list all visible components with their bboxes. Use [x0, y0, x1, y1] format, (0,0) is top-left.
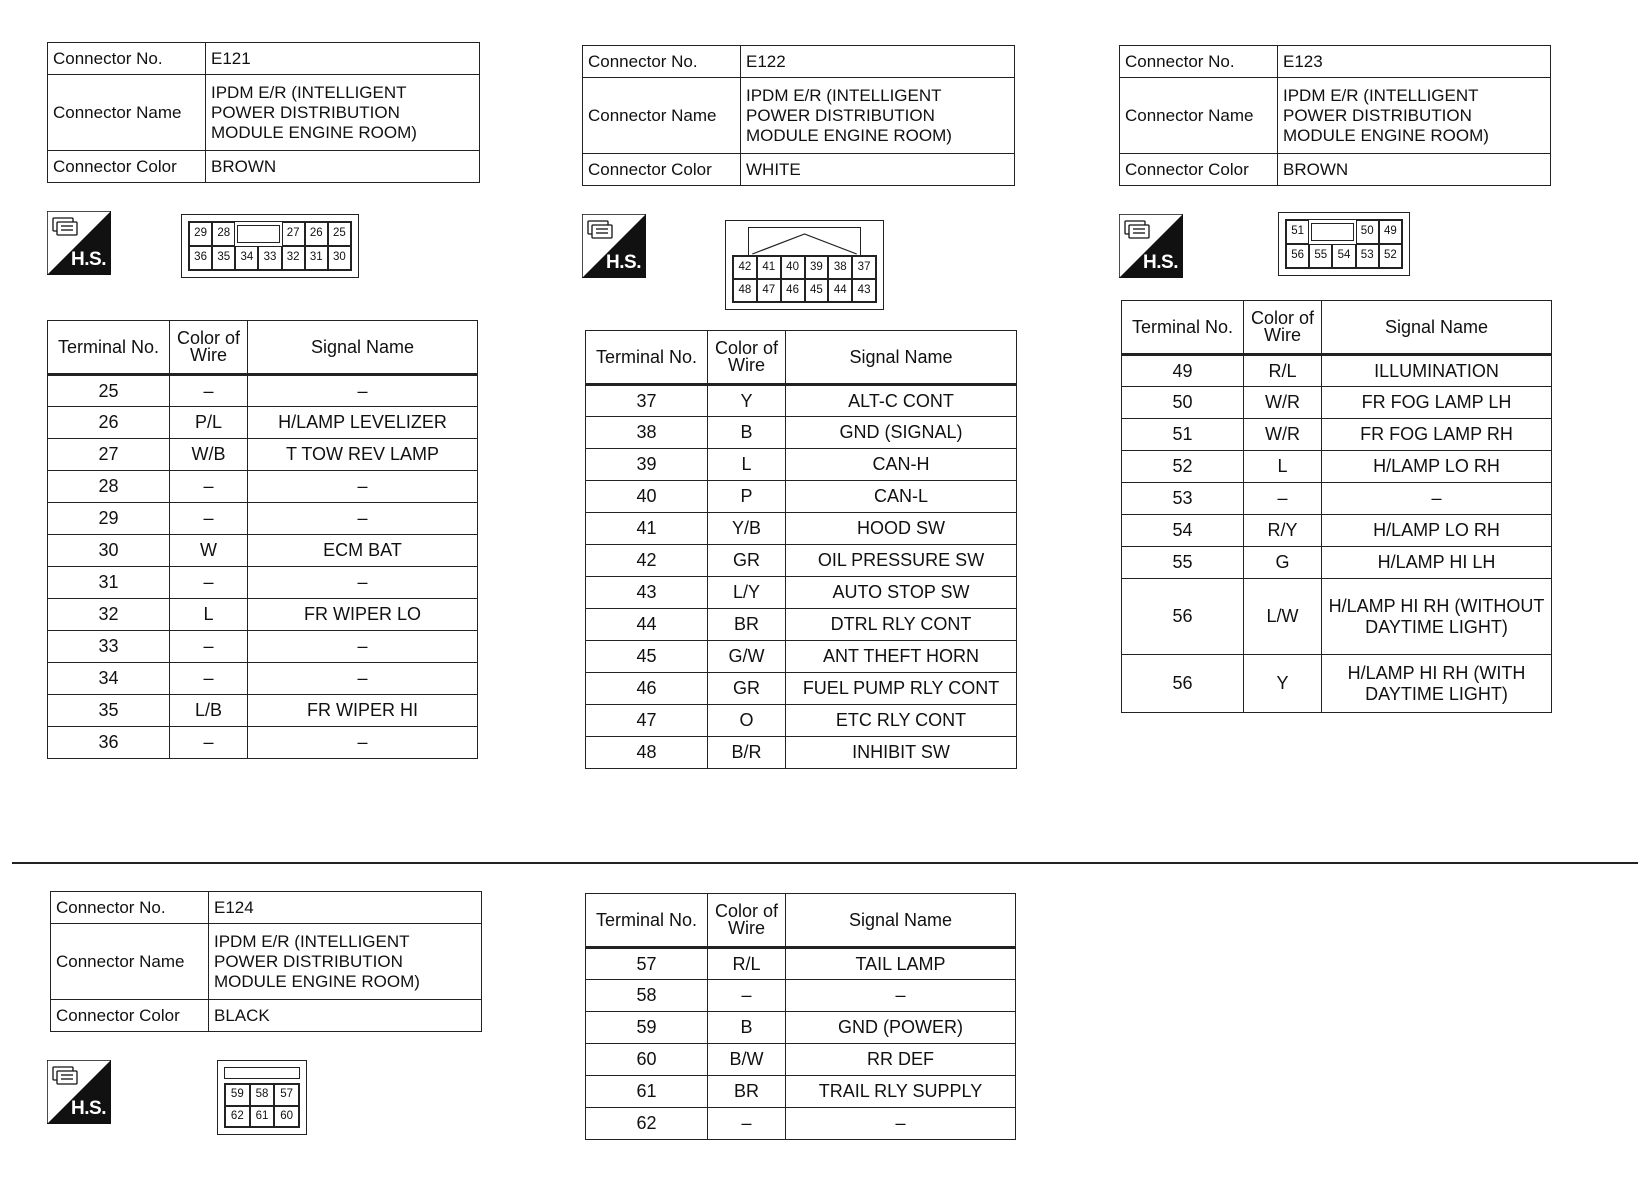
e123-col-signal-name-header: Signal Name [1322, 301, 1552, 355]
signal-name-cell: ECM BAT [248, 535, 478, 567]
wire-color-cell: B [708, 417, 786, 449]
wire-color-cell: BR [708, 1076, 786, 1108]
table-row [586, 1044, 1016, 1076]
e124-table-header [586, 894, 1016, 948]
terminal-no-cell: 27 [48, 439, 170, 471]
terminal-pin: 48 [733, 279, 757, 302]
e121-harness-side-icon [47, 211, 111, 275]
table-row [586, 1076, 1016, 1108]
e123-col-terminal-no-header: Terminal No. [1122, 301, 1244, 355]
terminal-pin: 57 [274, 1084, 299, 1106]
signal-name-cell: H/LAMP LO RH [1322, 515, 1552, 547]
wire-color-cell: – [170, 375, 248, 407]
terminal-pin: 31 [305, 246, 328, 270]
wire-color-cell: P [708, 481, 786, 513]
terminal-pin: 27 [282, 222, 305, 246]
table-row [48, 439, 478, 471]
wire-color-cell: – [170, 727, 248, 759]
e122-connector-color-value: WHITE [741, 154, 1015, 186]
table-row [586, 385, 1017, 417]
signal-name-cell: TAIL LAMP [786, 948, 1016, 980]
wire-color-cell: B [708, 1012, 786, 1044]
e122-connector-name-value: IPDM E/R (INTELLIGENT POWER DISTRIBUTION MODULE ENGINE ROOM) [741, 78, 1015, 154]
signal-name-cell: – [786, 980, 1016, 1012]
table-row [586, 449, 1017, 481]
wire-color-cell: – [170, 663, 248, 695]
e124-col-signal-name-header: Signal Name [786, 894, 1016, 948]
signal-name-cell: – [248, 727, 478, 759]
e121-connector-name-row [48, 75, 480, 151]
terminal-no-cell: 49 [1122, 355, 1244, 387]
e123-connector-name-label: Connector Name [1120, 78, 1278, 154]
wire-color-cell: R/L [1244, 355, 1322, 387]
e124-terminal-table [585, 893, 1016, 1140]
terminal-pin: 29 [189, 222, 212, 246]
wire-color-cell: GR [708, 545, 786, 577]
table-row [586, 513, 1017, 545]
terminal-no-cell: 59 [586, 1012, 708, 1044]
wire-color-cell: L [708, 449, 786, 481]
signal-name-cell: H/LAMP HI LH [1322, 547, 1552, 579]
table-row [1122, 579, 1552, 655]
terminal-pin: 50 [1356, 220, 1379, 244]
e123-connector-color-value: BROWN [1278, 154, 1551, 186]
wire-color-cell: P/L [170, 407, 248, 439]
e121-connector-no-label: Connector No. [48, 43, 206, 75]
terminal-no-cell: 55 [1122, 547, 1244, 579]
e124-connector-face-diagram [217, 1060, 307, 1135]
table-row [586, 948, 1016, 980]
signal-name-cell: TRAIL RLY SUPPLY [786, 1076, 1016, 1108]
signal-name-cell: GND (POWER) [786, 1012, 1016, 1044]
table-row [586, 545, 1017, 577]
terminal-no-cell: 32 [48, 599, 170, 631]
wire-color-cell: L/W [1244, 579, 1322, 655]
signal-name-cell: – [248, 631, 478, 663]
terminal-no-cell: 44 [586, 609, 708, 641]
e123-col-wire-color-header: Color of Wire [1244, 301, 1322, 355]
e121-terminal-grid [188, 221, 352, 271]
table-row [1122, 515, 1552, 547]
table-row [586, 673, 1017, 705]
e122-hs-label: H.S. [606, 252, 641, 273]
terminal-pin: 32 [282, 246, 305, 270]
wire-color-cell: Y [1244, 655, 1322, 713]
e123-terminal-grid [1285, 219, 1403, 269]
signal-name-cell: H/LAMP HI RH (WITHOUT DAYTIME LIGHT) [1322, 579, 1552, 655]
e122-col-terminal-no-header: Terminal No. [586, 331, 708, 385]
table-row [586, 737, 1017, 769]
e124-connector-no-row [51, 892, 482, 924]
signal-name-cell: FUEL PUMP RLY CONT [786, 673, 1017, 705]
signal-name-cell: ALT-C CONT [786, 385, 1017, 417]
e124-hs-label: H.S. [71, 1098, 106, 1119]
terminal-pin: 53 [1356, 244, 1379, 268]
wire-color-cell: Y [708, 385, 786, 417]
e121-connector-color-value: BROWN [206, 151, 480, 183]
e123-table-header [1122, 301, 1552, 355]
table-row [1122, 451, 1552, 483]
wire-color-cell: BR [708, 609, 786, 641]
terminal-pin: 42 [733, 256, 757, 279]
terminal-no-cell: 31 [48, 567, 170, 599]
e123-info-table [1119, 45, 1551, 186]
terminal-no-cell: 37 [586, 385, 708, 417]
terminal-no-cell: 36 [48, 727, 170, 759]
wire-color-cell: – [708, 1108, 786, 1140]
e123-harness-side-icon [1119, 214, 1183, 278]
e123-connector-face-diagram [1278, 212, 1410, 276]
wire-color-cell: – [708, 980, 786, 1012]
table-row [586, 980, 1016, 1012]
e122-connector-no-value: E122 [741, 46, 1015, 78]
terminal-pin: 26 [305, 222, 328, 246]
wire-color-cell: B/R [708, 737, 786, 769]
e124-connector-no-value: E124 [209, 892, 482, 924]
terminal-pin: 46 [781, 279, 805, 302]
terminal-pin: 55 [1309, 244, 1332, 268]
wire-color-cell: Y/B [708, 513, 786, 545]
terminal-pin: 43 [852, 279, 876, 302]
table-row [48, 663, 478, 695]
table-row [48, 471, 478, 503]
e121-connector-no-row [48, 43, 480, 75]
terminal-no-cell: 34 [48, 663, 170, 695]
terminal-pin: 54 [1332, 244, 1355, 268]
signal-name-cell: OIL PRESSURE SW [786, 545, 1017, 577]
table-row [48, 535, 478, 567]
table-row [1122, 483, 1552, 515]
terminal-no-cell: 28 [48, 471, 170, 503]
e121-hs-label: H.S. [71, 249, 106, 270]
table-row [48, 631, 478, 663]
terminal-pin: 61 [250, 1106, 275, 1128]
signal-name-cell: HOOD SW [786, 513, 1017, 545]
signal-name-cell: T TOW REV LAMP [248, 439, 478, 471]
terminal-pin: 59 [225, 1084, 250, 1106]
terminal-pin: 47 [757, 279, 781, 302]
e124-col-terminal-no-header: Terminal No. [586, 894, 708, 948]
terminal-no-cell: 47 [586, 705, 708, 737]
terminal-no-cell: 52 [1122, 451, 1244, 483]
table-row [1122, 655, 1552, 713]
terminal-no-cell: 46 [586, 673, 708, 705]
terminal-no-cell: 40 [586, 481, 708, 513]
e123-connector-no-value: E123 [1278, 46, 1551, 78]
e122-terminal-table [585, 330, 1017, 769]
signal-name-cell: – [248, 663, 478, 695]
wire-color-cell: O [708, 705, 786, 737]
e122-connector-name-row [583, 78, 1015, 154]
e124-connector-lip [224, 1067, 300, 1079]
e124-connector-name-row [51, 924, 482, 1000]
e121-terminal-table [47, 320, 478, 759]
terminal-pin: 36 [189, 246, 212, 270]
e121-connector-latch [237, 225, 279, 243]
table-row [48, 599, 478, 631]
e124-terminal-grid [224, 1083, 300, 1128]
terminal-no-cell: 54 [1122, 515, 1244, 547]
e122-connector-name-label: Connector Name [583, 78, 741, 154]
e124-info-table [50, 891, 482, 1032]
signal-name-cell: GND (SIGNAL) [786, 417, 1017, 449]
signal-name-cell: CAN-H [786, 449, 1017, 481]
table-row [586, 641, 1017, 673]
section-divider [12, 862, 1638, 864]
e121-col-terminal-no-header: Terminal No. [48, 321, 170, 375]
e121-connector-name-label: Connector Name [48, 75, 206, 151]
e121-info-table [47, 42, 480, 183]
terminal-pin: 40 [781, 256, 805, 279]
terminal-no-cell: 50 [1122, 387, 1244, 419]
terminal-no-cell: 39 [586, 449, 708, 481]
terminal-no-cell: 35 [48, 695, 170, 727]
terminal-pin: 38 [828, 256, 852, 279]
wire-color-cell: R/Y [1244, 515, 1322, 547]
terminal-no-cell: 53 [1122, 483, 1244, 515]
e122-connector-no-row [583, 46, 1015, 78]
e122-info-table [582, 45, 1015, 186]
e122-col-signal-name-header: Signal Name [786, 331, 1017, 385]
e123-connector-latch [1311, 223, 1353, 241]
e123-connector-color-label: Connector Color [1120, 154, 1278, 186]
signal-name-cell: – [248, 471, 478, 503]
e124-connector-color-label: Connector Color [51, 1000, 209, 1032]
terminal-pin: 51 [1286, 220, 1309, 244]
terminal-no-cell: 43 [586, 577, 708, 609]
e123-connector-color-row [1120, 154, 1551, 186]
e122-connector-hood [748, 227, 861, 256]
signal-name-cell: H/LAMP LEVELIZER [248, 407, 478, 439]
terminal-pin: 34 [235, 246, 258, 270]
terminal-pin: 56 [1286, 244, 1309, 268]
terminal-no-cell: 58 [586, 980, 708, 1012]
signal-name-cell: H/LAMP HI RH (WITH DAYTIME LIGHT) [1322, 655, 1552, 713]
wire-color-cell: W/R [1244, 419, 1322, 451]
e122-connector-color-row [583, 154, 1015, 186]
terminal-no-cell: 29 [48, 503, 170, 535]
wire-color-cell: W/R [1244, 387, 1322, 419]
terminal-no-cell: 30 [48, 535, 170, 567]
signal-name-cell: – [248, 375, 478, 407]
terminal-pin: 30 [328, 246, 351, 270]
e124-connector-color-row [51, 1000, 482, 1032]
e122-table-header [586, 331, 1017, 385]
wire-color-cell: W/B [170, 439, 248, 471]
e121-connector-name-value: IPDM E/R (INTELLIGENT POWER DISTRIBUTION MODULE ENGINE ROOM) [206, 75, 480, 151]
e123-hs-label: H.S. [1143, 252, 1178, 273]
e122-col-wire-color-header: Color of Wire [708, 331, 786, 385]
e121-connector-color-label: Connector Color [48, 151, 206, 183]
signal-name-cell: FR FOG LAMP RH [1322, 419, 1552, 451]
terminal-no-cell: 57 [586, 948, 708, 980]
wire-color-cell: L/Y [708, 577, 786, 609]
table-row [1122, 355, 1552, 387]
terminal-no-cell: 45 [586, 641, 708, 673]
terminal-pin: 25 [328, 222, 351, 246]
wire-color-cell: L [1244, 451, 1322, 483]
terminal-pin: 39 [805, 256, 829, 279]
terminal-pin: 37 [852, 256, 876, 279]
terminal-pin: 52 [1379, 244, 1402, 268]
terminal-pin: 62 [225, 1106, 250, 1128]
wire-color-cell: – [170, 503, 248, 535]
e121-col-wire-color-header: Color of Wire [170, 321, 248, 375]
terminal-pin: 60 [274, 1106, 299, 1128]
terminal-pin: 49 [1379, 220, 1402, 244]
table-row [1122, 419, 1552, 451]
wire-color-cell: W [170, 535, 248, 567]
table-row [586, 1108, 1016, 1140]
terminal-no-cell: 38 [586, 417, 708, 449]
signal-name-cell: – [248, 503, 478, 535]
e123-terminal-table [1121, 300, 1552, 713]
terminal-no-cell: 33 [48, 631, 170, 663]
wire-color-cell: B/W [708, 1044, 786, 1076]
table-row [586, 481, 1017, 513]
e124-harness-side-icon [47, 1060, 111, 1124]
table-row [48, 695, 478, 727]
terminal-no-cell: 60 [586, 1044, 708, 1076]
table-row [586, 417, 1017, 449]
table-row [1122, 387, 1552, 419]
terminal-no-cell: 48 [586, 737, 708, 769]
terminal-no-cell: 26 [48, 407, 170, 439]
terminal-no-cell: 62 [586, 1108, 708, 1140]
e122-connector-no-label: Connector No. [583, 46, 741, 78]
table-row [48, 727, 478, 759]
signal-name-cell: INHIBIT SW [786, 737, 1017, 769]
signal-name-cell: AUTO STOP SW [786, 577, 1017, 609]
wire-color-cell: – [170, 631, 248, 663]
e121-connector-color-row [48, 151, 480, 183]
wire-color-cell: R/L [708, 948, 786, 980]
table-row [586, 705, 1017, 737]
wire-color-cell: – [1244, 483, 1322, 515]
table-row [586, 577, 1017, 609]
e122-connector-color-label: Connector Color [583, 154, 741, 186]
signal-name-cell: CAN-L [786, 481, 1017, 513]
terminal-no-cell: 56 [1122, 655, 1244, 713]
terminal-pin: 45 [805, 279, 829, 302]
signal-name-cell: ANT THEFT HORN [786, 641, 1017, 673]
e121-col-signal-name-header: Signal Name [248, 321, 478, 375]
e121-connector-no-value: E121 [206, 43, 480, 75]
e124-col-wire-color-header: Color of Wire [708, 894, 786, 948]
wire-color-cell: L [170, 599, 248, 631]
terminal-pin: 41 [757, 256, 781, 279]
e124-connector-color-value: BLACK [209, 1000, 482, 1032]
terminal-pin: 28 [212, 222, 235, 246]
signal-name-cell: FR WIPER HI [248, 695, 478, 727]
terminal-no-cell: 42 [586, 545, 708, 577]
signal-name-cell: FR WIPER LO [248, 599, 478, 631]
wire-color-cell: L/B [170, 695, 248, 727]
e122-connector-face-diagram [725, 220, 884, 310]
terminal-pin: 58 [250, 1084, 275, 1106]
signal-name-cell: RR DEF [786, 1044, 1016, 1076]
wire-color-cell: – [170, 567, 248, 599]
table-row [48, 503, 478, 535]
e123-connector-no-row [1120, 46, 1551, 78]
terminal-pin: 44 [828, 279, 852, 302]
e123-connector-no-label: Connector No. [1120, 46, 1278, 78]
e123-connector-name-value: IPDM E/R (INTELLIGENT POWER DISTRIBUTION MODULE ENGINE ROOM) [1278, 78, 1551, 154]
e124-connector-name-value: IPDM E/R (INTELLIGENT POWER DISTRIBUTION MODULE ENGINE ROOM) [209, 924, 482, 1000]
terminal-no-cell: 61 [586, 1076, 708, 1108]
terminal-no-cell: 25 [48, 375, 170, 407]
terminal-no-cell: 51 [1122, 419, 1244, 451]
terminal-no-cell: 56 [1122, 579, 1244, 655]
wire-color-cell: – [170, 471, 248, 503]
e124-connector-name-label: Connector Name [51, 924, 209, 1000]
table-row [586, 1012, 1016, 1044]
table-row [48, 567, 478, 599]
wire-color-cell: G/W [708, 641, 786, 673]
wire-color-cell: GR [708, 673, 786, 705]
table-row [48, 407, 478, 439]
terminal-pin: 33 [258, 246, 281, 270]
e123-connector-name-row [1120, 78, 1551, 154]
e124-connector-no-label: Connector No. [51, 892, 209, 924]
signal-name-cell: DTRL RLY CONT [786, 609, 1017, 641]
wire-color-cell: G [1244, 547, 1322, 579]
terminal-pin: 35 [212, 246, 235, 270]
table-row [48, 375, 478, 407]
e122-harness-side-icon [582, 214, 646, 278]
signal-name-cell: – [1322, 483, 1552, 515]
signal-name-cell: H/LAMP LO RH [1322, 451, 1552, 483]
signal-name-cell: ETC RLY CONT [786, 705, 1017, 737]
e122-terminal-grid [732, 255, 877, 303]
signal-name-cell: FR FOG LAMP LH [1322, 387, 1552, 419]
signal-name-cell: – [248, 567, 478, 599]
signal-name-cell: – [786, 1108, 1016, 1140]
table-row [1122, 547, 1552, 579]
e121-table-header [48, 321, 478, 375]
e121-connector-face-diagram [181, 214, 359, 278]
terminal-no-cell: 41 [586, 513, 708, 545]
table-row [586, 609, 1017, 641]
signal-name-cell: ILLUMINATION [1322, 355, 1552, 387]
